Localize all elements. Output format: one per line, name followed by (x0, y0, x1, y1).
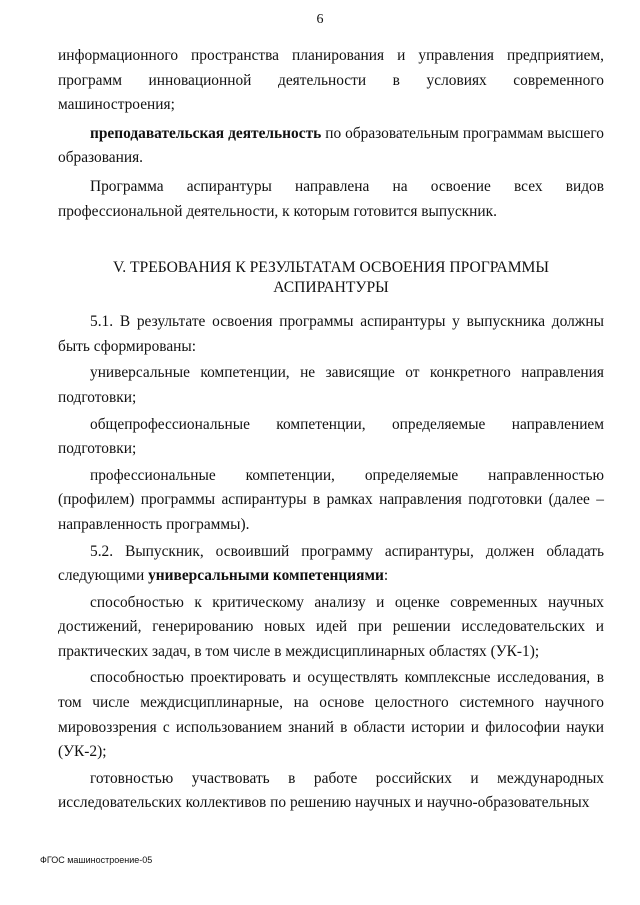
section-heading (58, 258, 604, 298)
competency-general-professional: общепрофессиональные компетенции, определяемые направлением подготовки; (58, 415, 604, 458)
uk-3: готовностью участвовать в работе российских и международных исследовательских коллективов по решению научных и научно-образовательных (58, 769, 604, 812)
document-body (58, 44, 604, 816)
paragraph-teaching (58, 122, 604, 171)
teaching-bold: преподавательская деятельность (90, 124, 322, 142)
item-5-2-prefix: 5.2. Выпускник, освоивший программу аспирантуры, должен обладать следующими (58, 542, 604, 585)
item-5-2-bold: универсальными компетенциями (148, 567, 384, 585)
page-number: 6 (316, 12, 324, 27)
paragraph-5-1: 5.1. В результате освоения программы аспирантуры у выпускника должны быть сформированы: (58, 313, 604, 355)
section-heading-line1: V. ТРЕБОВАНИЯ К РЕЗУЛЬТАТАМ ОСВОЕНИЯ ПРОГРАММЫ (112, 259, 550, 277)
uk-2: способностью проектировать и осуществлять комплексные исследования, в том числе междисциплинарные, на основе целостного системного научного мировоззрения с использованием знаний в области истории и философии науки (УК-2); (58, 669, 604, 761)
competency-universal: универсальные компетенции, не зависящие от конкретного направления подготовки; (58, 364, 604, 406)
uk-1: способностью к критическому анализу и оценке современных научных достижений, генерированию новых идей при решении исследовательских и практических задач, в том числе в междисциплинарных областях (УК-1); (58, 593, 604, 660)
item-5-2-suffix: : (383, 567, 389, 585)
paragraph-program-aim: Программа аспирантуры направлена на освоение всех видов профессиональной деятельности, к которым готовится выпускник. (58, 177, 604, 220)
competency-professional: профессиональные компетенции, определяемые направленностью (профилем) программы аспирантуры в рамках направления подготовки (далее – направленность программы). (58, 466, 604, 533)
paragraph-5-2 (58, 540, 604, 589)
footer-code: ФГОС машиностроение-05 (40, 855, 153, 865)
teaching-rest: по образовательным программам высшего образования. (58, 124, 604, 167)
paragraph-continued: информационного пространства планирования и управления предприятием, программ инновационной деятельности в условиях современного машиностроения; (58, 47, 604, 114)
section-heading-line2: АСПИРАНТУРЫ (273, 279, 389, 297)
